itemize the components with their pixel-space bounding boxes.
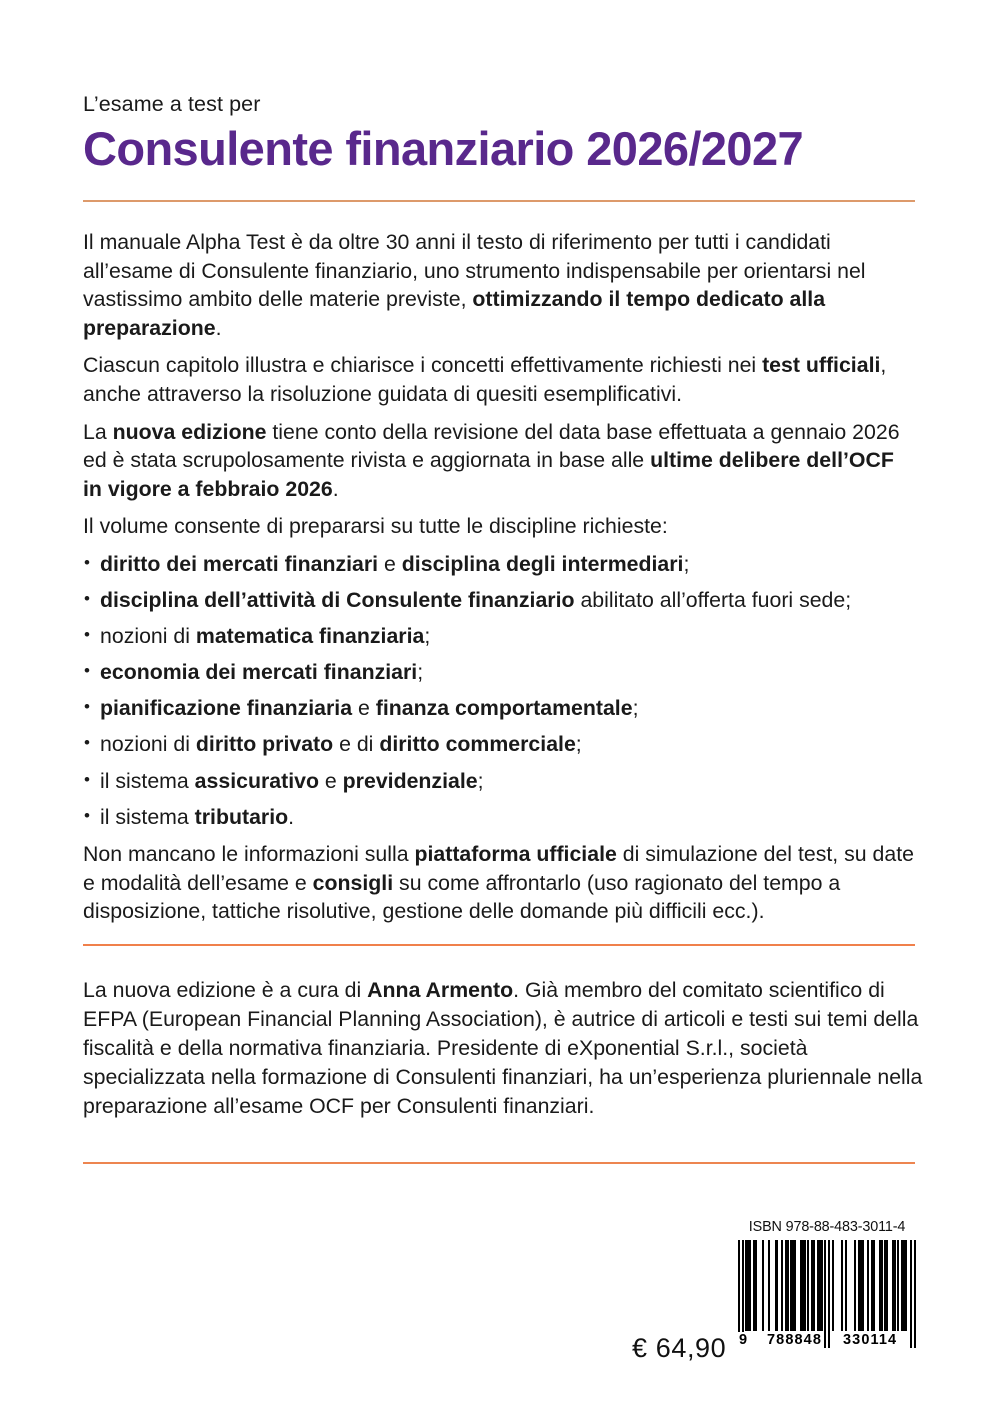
author-bio-text: La nuova edizione è a cura di Anna Armento. Già membro del comitato scientifico di EFPA (European Financial Planning Association), è autrice di articoli e testi sui temi della fiscalità e della normativa finanziaria. Presidente di eXponential S.r.l., società specializzata nella formazione di Consulenti finanziari, ha un’esperienza pluriennale nella preparazione all’esame OCF per Consulenti finanziari.: [83, 978, 923, 1118]
divider-bottom: [83, 1162, 915, 1164]
list-item: • disciplina dell’attività di Consulente finanziario abilitato all’offerta fuori sede;: [83, 586, 918, 615]
disciplines-list: [83, 550, 918, 831]
list-item: • il sistema assicurativo e previdenziale;: [83, 767, 918, 796]
barcode-right-digits: 330114: [843, 1332, 898, 1348]
barcode-left-digits: 788848: [767, 1332, 822, 1348]
list-item: • nozioni di diritto privato e di diritto commerciale;: [83, 730, 918, 759]
list-item: • pianificazione finanziaria e finanza comportamentale;: [83, 694, 918, 723]
author-bio: [83, 976, 928, 1121]
cover-header: [83, 92, 915, 175]
page-title: Consulente finanziario 2026/2027: [83, 121, 804, 175]
paragraph-platform-info: Non mancano le informazioni sulla piattaforma ufficiale di simulazione del test, su date e modalità dell’esame e consigli su come affrontarlo (uso ragionato del tempo a disposizione, tattiche risolutive, gestione delle domande più difficili ecc.).: [83, 842, 914, 924]
list-item: • economia dei mercati finanziari;: [83, 658, 918, 687]
paragraph-list-intro: Il volume consente di prepararsi su tutte le discipline richieste:: [83, 514, 668, 539]
price-label: € 64,90: [632, 1333, 727, 1363]
isbn-label: ISBN 978-88-483-3011-4: [748, 1219, 906, 1235]
list-item: • nozioni di matematica finanziaria;: [83, 622, 918, 651]
paragraph-intro: Il manuale Alpha Test è da oltre 30 anni il testo di riferimento per tutti i candidati all’esame di Consulente finanziario, uno strumento indispensabile per orientarsi nel vastissimo ambito delle materie previste, ottimizzando il tempo dedicato alla preparazione.: [83, 230, 866, 340]
barcode-digits: [738, 1331, 916, 1348]
list-item: • diritto dei mercati finanziari e disciplina degli intermediari;: [83, 550, 918, 579]
cover-body: [83, 228, 918, 935]
divider-top: [83, 200, 915, 202]
barcode-block: [738, 1218, 916, 1348]
ean13-barcode-icon: [738, 1240, 916, 1348]
list-item: • il sistema tributario.: [83, 803, 918, 832]
divider-middle: [83, 944, 915, 946]
eyebrow-text: L’esame a test per: [83, 92, 261, 116]
barcode-lead-digit: 9: [739, 1332, 749, 1348]
paragraph-chapters: Ciascun capitolo illustra e chiarisce i concetti effettivamente richiesti nei test ufficiali, anche attraverso la risoluzione guidata di quesiti esemplificativi.: [83, 353, 887, 406]
paragraph-new-edition: La nuova edizione tiene conto della revisione del data base effettuata a gennaio 2026 ed è stata scrupolosamente rivista e aggiornata in base alle ultime delibere dell’OCF in vigore a febbraio 2026.: [83, 419, 900, 501]
cover-footer: [0, 1218, 1000, 1388]
